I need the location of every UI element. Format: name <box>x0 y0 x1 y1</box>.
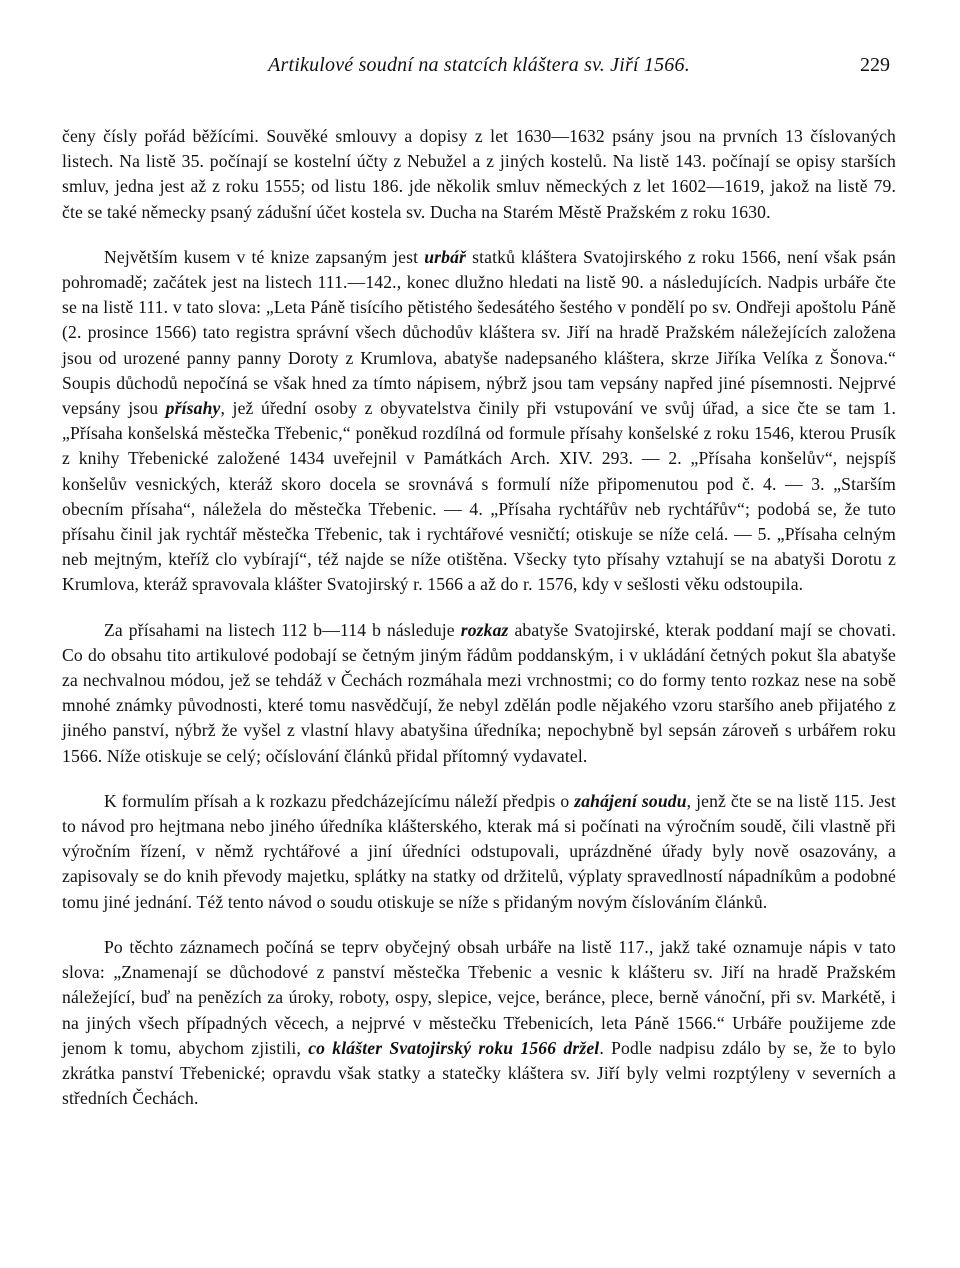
emphasis-urbar: urbář <box>424 246 467 267</box>
page-header <box>62 50 896 84</box>
emphasis-klaster-drzel: co klášter Svatojirský roku 1566 držel <box>308 1037 600 1058</box>
paragraph-5 <box>62 935 896 1111</box>
paragraph-3-after: abatyše Svatojirské, kterak poddaní mají se chovati. Co do obsahu tito artikulové podobají se četným jiným řádům poddanským, i v ukládání četných pokut šla abatyše za nechvalnou módou, jež se tehdáž v Čechách rozmáhala mezi vrchnostmi; co do formy tento rozkaz nese na sobě mnohé známky původnosti, které tomu nasvědčují, že nebyl zdělán podle nějakého vzoru staršího aneb přijatého z jiného panství, nýbrž že vyšel z vlastní hlavy abatyšina úředníka; nepochybně byl sepsán zároveň s urbářem roku 1566. Níže otiskuje se celý; očíslování článků přidal přítomný vydavatel. <box>62 619 897 766</box>
paragraph-3-before: Za přísahami na listech 112 b—114 b následuje <box>104 619 461 640</box>
paragraph-5-before: Po těchto záznamech počíná se teprv obyčejný obsah urbáře na listě 117., jakž také oznamuje nápis v tato slova: „Znamenají se důchodové z panství městečka Třebenic a vesnic k klášteru sv. Jiří na hradě Pražském náležející, buď na penězích za úroky, roboty, ospy, slepice, vejce, beránce, plece, berně vánoční, při sv. Markétě, i na jiných všech případných věcech, a nejprvé v městečku Třebenicích, leta Páně 1566.“ Urbáře použijeme zde jenom k tomu, abychom zjistili, <box>62 936 896 1058</box>
paragraph-1 <box>62 124 896 225</box>
paragraph-4 <box>62 789 896 915</box>
page-number: 229 <box>860 54 890 76</box>
paragraph-2 <box>62 245 896 598</box>
body-text <box>62 124 896 1111</box>
paragraph-4-after: , jenž čte se na listě 115. Jest to návod pro hejtmana nebo jiného úředníka klášterského, kterak má si počínati na výročním soudě, čili vlastně při výročním řízení, v němž rychtářové a jiní úředníci odstupovali, uprázdněné úřady byly nově osazovány, a zapisovaly se do knih převody majetku, splátky na statky od držitelů, výplaty spravedlností nápadníkům a podobné tomu jiné jednání. Též tento návod o soudu otiskuje se níže s přidaným novým číslováním článků. <box>62 790 896 912</box>
paragraph-4-before: K formulím přísah a k rozkazu předcházejícímu náleží předpis o <box>104 790 575 811</box>
paragraph-3 <box>62 618 896 769</box>
paragraph-2-before: Největším kusem v té knize zapsaným jest <box>104 246 425 267</box>
paragraph-2-after2: , jež úřední osoby z obyvatelstva činily při vstupování ve svůj úřad, a sice čte se tam 1. „Přísaha konšelská městečka Třebenic,“ poněkud rozdílná od formule přísahy konšelské z roku 1546, kterou Prusík z knihy Třebenické založené 1434 uveřejnil v Památkách Arch. XIV. 293. — 2. „Přísaha konšelův“, nejspíš konšelův vesnických, kteráž skoro docela se srovnává s formulí níže připomenutou pod č. 4. — 3. „Starším obecním přísaha“, náležela do městečka Třebenic. — 4. „Přísaha rychtářův neb rychtářův“; podobá se, že tuto přísahu činil jak rychtář městečka Třebenic, tak i rychtářové vesničtí; otiskuje se níže celá. — 5. „Přísaha celným neb mejtným, kteříž clo vybírají“, též najde se níže otištěna. Všecky tyto přísahy vztahují se na abatyši Dorotu z Krumlova, kteráž spravovala klášter Svatojirský r. 1566 a až do r. 1576, kdy v sešlosti věku odstoupila. <box>62 398 896 595</box>
emphasis-zahajeni-soudu: zahájení soudu <box>574 790 687 811</box>
paragraph-2-after: statků kláštera Svatojirského z roku 1566, není však psán pohromadě; začátek jest na listech 111.—142., konec dlužno hledati na listě 90. a následujících. Nadpis urbáře čte se na listě 111. v tato slova: „Leta Páně tisícího pětistého šedesátého šestého v pondělí po sv. Ondřeji apoštolu Páně (2. prosince 1566) tato registra správní všech důchodův kláštera sv. Jiří na hradě Pražském náležejících založena jsou od urozené panny panny Doroty z Krumlova, abatyše nadepsaného kláštera, skrze Jiříka Velíka z Šonova.“ Soupis důchodů nepočíná se však hned za tímto nápisem, nýbrž jsou tam vepsány napřed jiné písemnosti. Nejprvé vepsány jsou <box>62 246 896 419</box>
emphasis-prisahy: přísahy <box>165 398 221 419</box>
emphasis-rozkaz: rozkaz <box>460 619 509 640</box>
document-page <box>62 50 896 1111</box>
paragraph-1-text: čeny čísly pořád běžícími. Souvěké smlouvy a dopisy z let 1630—1632 psány jsou na prvních 13 číslovaných listech. Na listě 35. počínají se kostelní účty z Nebužel a z jiných kostelů. Na listě 143. počínají se opisy starších smluv, jedna jest až z roku 1555; od listu 186. jde několik smluv německých z let 1602—1619, jakož na listě 79. čte se také německy psaný zádušní účet kostela sv. Ducha na Starém Městě Pražském z roku 1630. <box>62 126 896 222</box>
running-title: Artikulové soudní na statcích kláštera sv. Jiří 1566. <box>268 54 690 76</box>
paragraph-5-after: . Podle nadpisu zdálo by se, že to bylo zkrátka panství Třebenické; opravdu však statky a statečky kláštera sv. Jiří byly velmi rozptýleny v severních a středních Čechách. <box>62 1037 897 1109</box>
